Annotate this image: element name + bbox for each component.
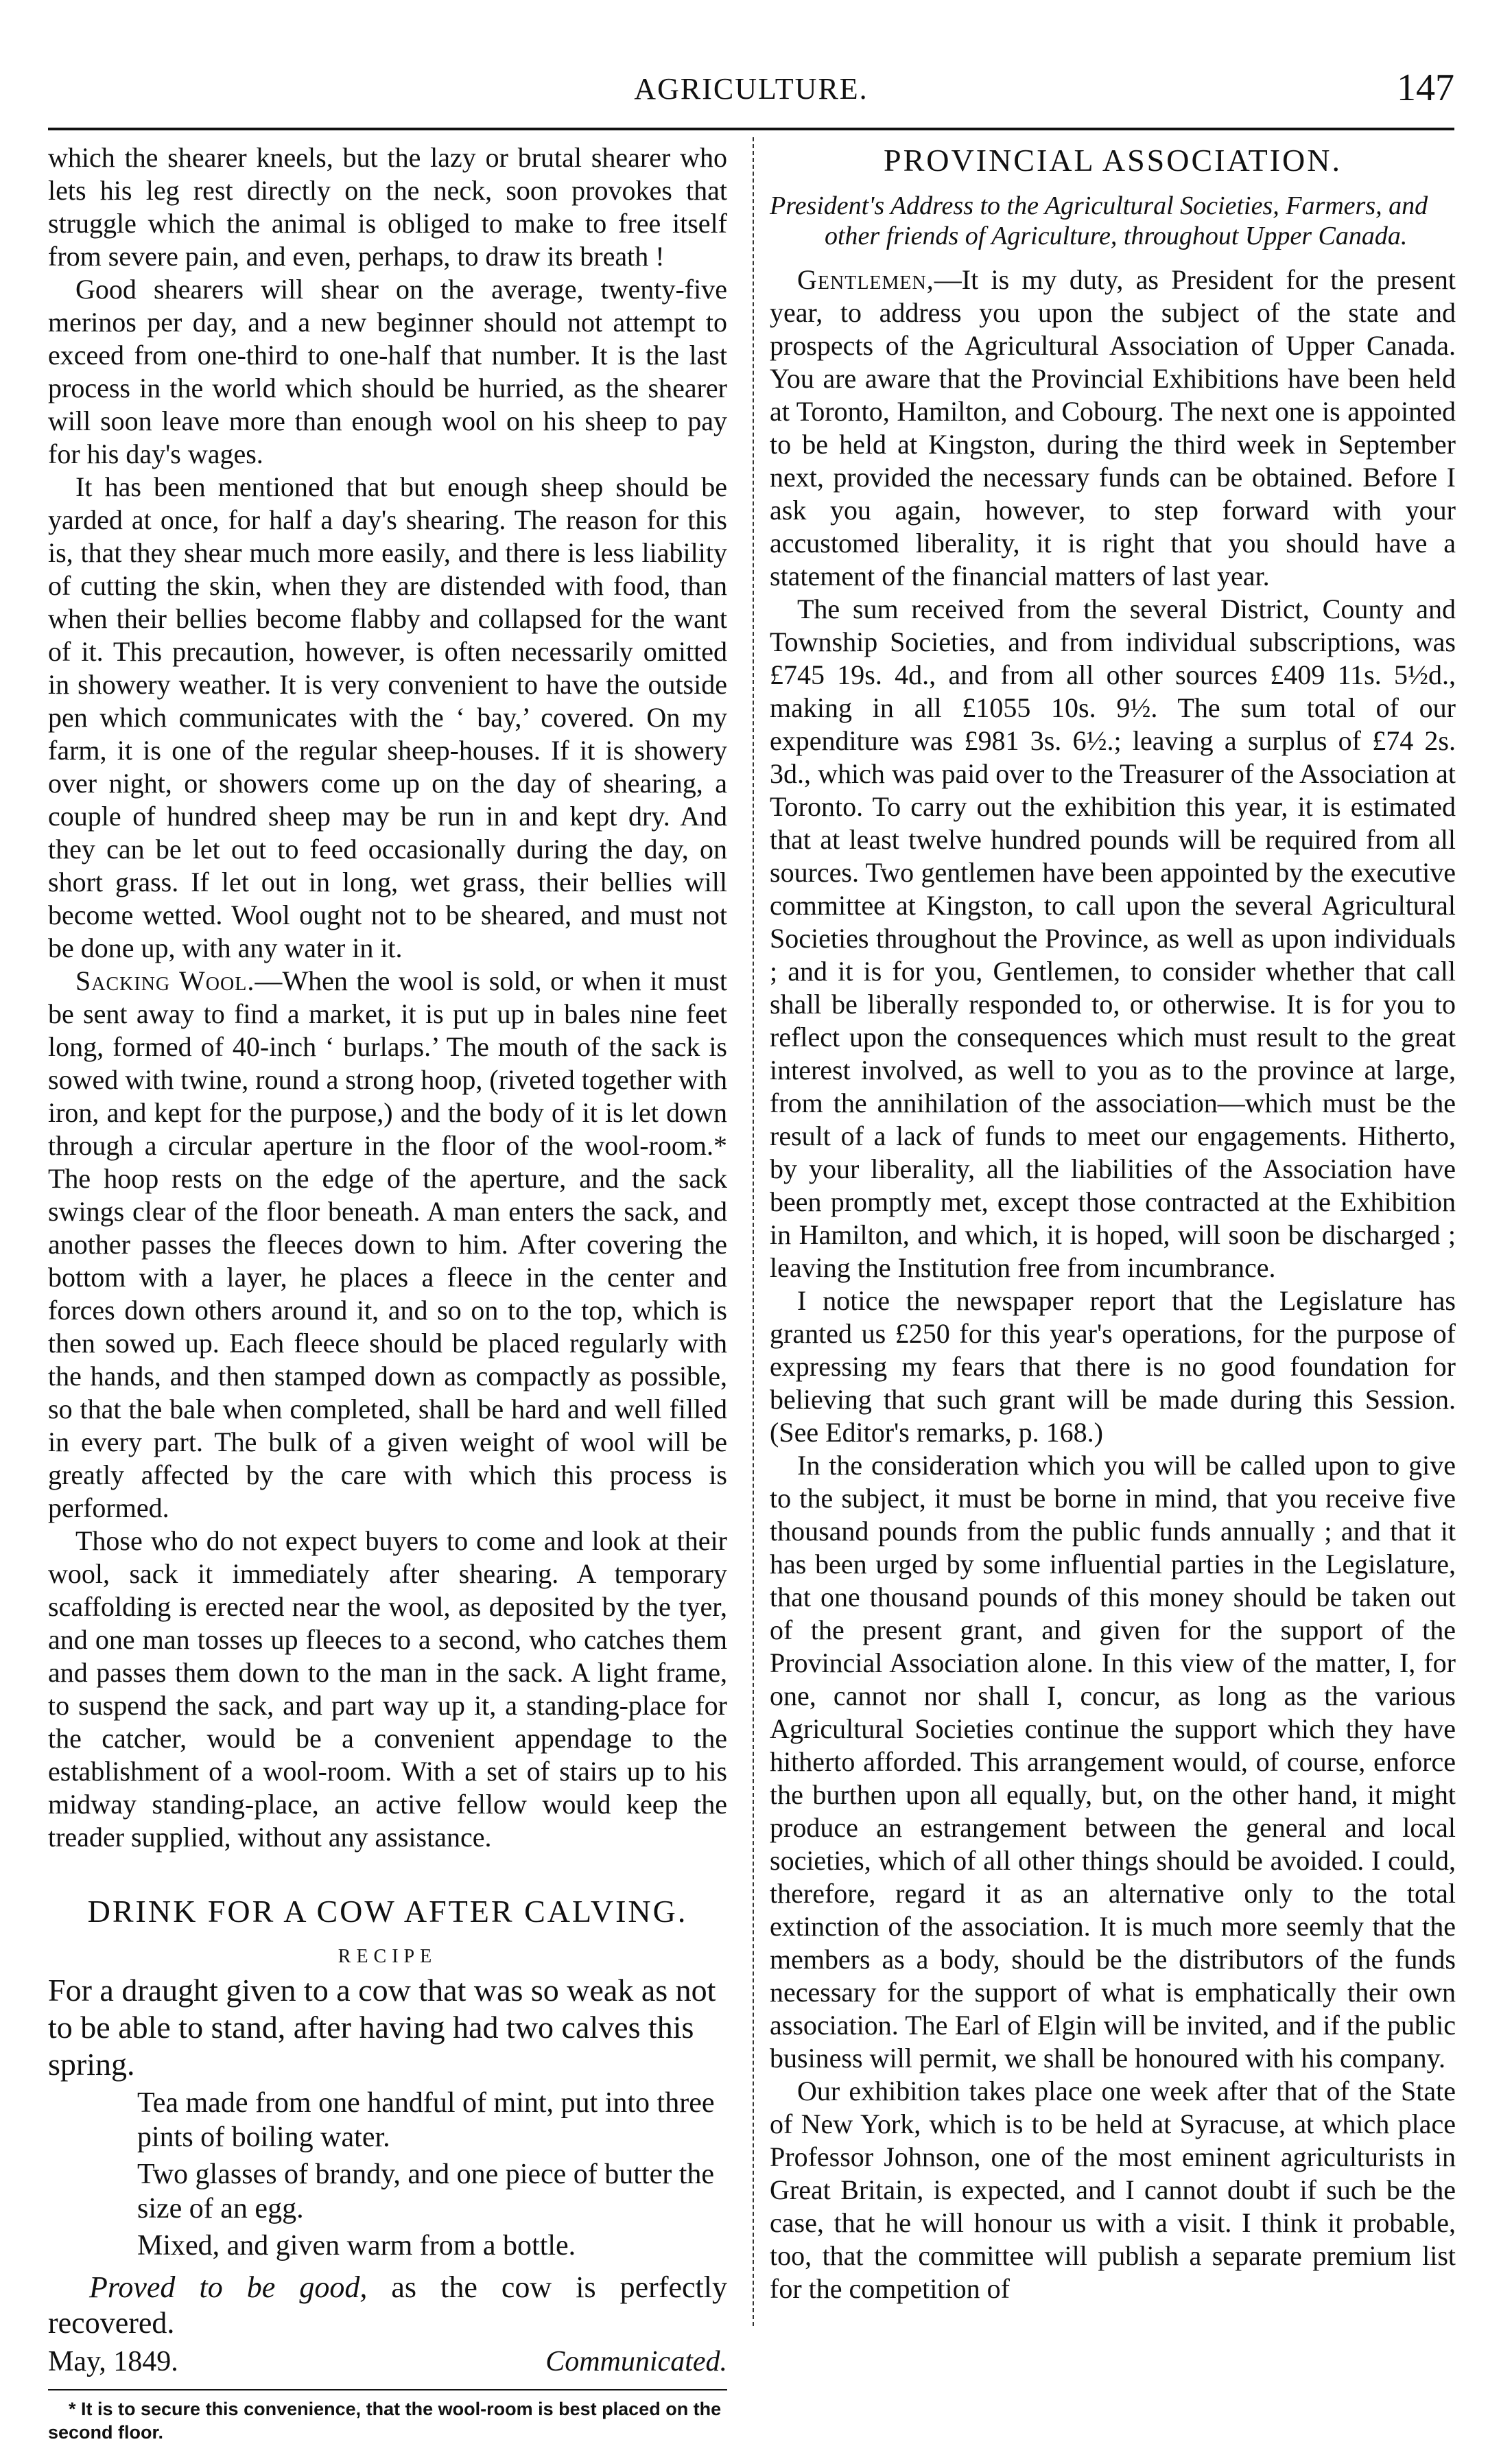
paragraph: Those who do not expect buyers to come and look at their wool, sack it immediately after shearing. A temporary scaffolding is erected near the wool, as deposited by the tyer, and one man tosses up fleeces to a second, who catches them and passes them down to the man in the sack. A light frame, to suspend the sack, and part way up it, a standing-place for the catcher, would be a convenient appendage to the establishment of a wool-room. With a set of stairs up to his midway standing-place, an active fellow would keep the treader supplied, without any assistance. [48, 1525, 727, 1853]
recipe-signoff [48, 2344, 727, 2380]
salutation: Gentlemen, [797, 264, 934, 295]
running-title: AGRICULTURE. [634, 72, 869, 106]
paragraph: Good shearers will shear on the average, twenty-five merinos per day, and a new beginner should not attempt to exceed from one-third to one-half that number. It is the last process in the world which should be hurried, as the shearer will soon leave more than enough wool on his sheep to pay for his day's wages. [48, 274, 727, 469]
left-column [48, 141, 727, 2444]
association-subtitle: President's Address to the Agricultural Societies, Farmers, and other friends of Agriculture, throughout Upper Canada. [770, 191, 1428, 250]
paragraph: It has been mentioned that but enough sheep should be yarded at once, for half a day's shearing. The reason for this is, that they shear much more easily, and there is less liability of cutting the skin, when they are distended with food, than when their bellies become flabby and collapsed for the want of it. This precaution, however, is often necessarily omitted in showery weather. It is very convenient to have the outside pen which communicates with the ‘ bay,’ covered. On my farm, it is one of the regular sheep-houses. If it is showery over night, or showers come up on the day of shearing, a couple of hundred sheep may be run in and kept dry. And they can be let out to feed occasionally during the day, on short grass. If let out in long, wet grass, their bellies will become wetted. Wool ought not to be sheared, and must not be done up, with any water in it. [48, 471, 727, 963]
recipe-label: RECIPE [338, 1946, 438, 1967]
recipe-date: May, 1849. [48, 2346, 178, 2377]
recipe-line: Mixed, and given warm from a bottle. [137, 2230, 576, 2261]
recipe-result [48, 2270, 727, 2341]
recipe-intro: For a draught given to a cow that was so weak as not to be able to stand, after having had two calves this spring. [48, 1973, 716, 2082]
right-column [770, 141, 1456, 2305]
recipe-result-text: as the cow is perfectly recovered. [48, 2270, 727, 2340]
sacking-wool-heading: Sacking Wool. [75, 965, 255, 996]
footnote-rule [48, 2389, 727, 2390]
paragraph: I notice the newspaper report that the Legislature has granted us £250 for this year's operations, for the purpose of expressing my fears that there is no good foundation for believing that such grant will be made during this Session. (See Editor's remarks, p. 168.) [770, 1285, 1456, 1448]
sacking-wool-text: —When the wool is sold, or when it must be sent away to find a market, it is put up in bales nine feet long, formed of 40-inch ‘ burlaps.’ The mouth of the sack is sowed with twine, round a strong hoop, (riveted together with iron, and kept for the purpose,) and the body of it is let down through a circular aperture in the floor of the wool-room.* The hoop rests on the edge of the aperture, and the sack swings clear of the floor beneath. A man enters the sack, and another passes the fleeces down to him. After covering the bottom with a layer, he places a fleece in the center and forces down others around it, and so on to the top, which is then sowed up. Each fleece should be placed regularly with the hands, and then stamped down as compactly as possible, so that the bale when completed, shall be hard and well filled in every part. The bulk of a given weight of wool will be greatly affected by the care with which this process is performed. [48, 965, 727, 1523]
recipe-line: Two glasses of brandy, and one piece of butter the size of an egg. [137, 2159, 715, 2224]
recipe-title: DRINK FOR A COW AFTER CALVING. [87, 1894, 688, 1929]
recipe-signature: Communicated. [545, 2346, 727, 2377]
page-number: 147 [1397, 67, 1454, 109]
paragraph: In the consideration which you will be called upon to give to the subject, it must be borne in mind, that you receive five thousand pounds from the public funds annually ; and that it has been urged by some influential parties in the Legislature, that one thousand pounds of this money should be taken out of the present grant, and given for the support of the Provincial Association alone. In this view of the matter, I, for one, cannot nor shall I, concur, as long as the various Agricultural Societies continue the support which they have hitherto afforded. This arrangement would, of course, enforce the burthen upon all equally, but, on the other hand, it might produce an estrangement between the general and local societies, which of all other things should be avoided. I could, therefore, regard it as an alternative only to the total extinction of the association. It is much more seemly that the members as a body, should be the distributors of the funds necessary for the support of what is emphatically their own association. The Earl of Elgin will be invited, and if the public business will permit, we shall be honoured with his company. [770, 1450, 1456, 2073]
recipe-line: Tea made from one handful of mint, put into three pints of boiling water. [137, 2087, 715, 2153]
footnote: * It is to secure this convenience, that the wool-room is best placed on the second floor. [48, 2399, 722, 2443]
recipe-result-italic: Proved to be good, [89, 2270, 368, 2304]
paragraph: Our exhibition takes place one week after that of the State of New York, which is to be held at Syracuse, at which place Professor Johnson, one of the most eminent agriculturists in Great Britain, is expected, and I cannot doubt if such be the case, that he will honour us with a visit. I think it probable, too, that the committee will publish a separate premium list for the competition of [770, 2076, 1456, 2304]
column-divider [753, 137, 754, 2326]
association-title: PROVINCIAL ASSOCIATION. [884, 143, 1342, 178]
paragraph: The sum received from the several District, County and Township Societies, and from individual subscriptions, was £745 19s. 4d., and from all other sources £409 11s. 5½d., making in all £1055 10s. 9½. The sum total of our expenditure was £981 3s. 6½.; leaving a surplus of £74 2s. 3d., which was paid over to the Treasurer of the Association at Toronto. To carry out the exhibition this year, it is estimated that at least twelve hundred pounds will be required from all sources. Two gentlemen have been appointed by the executive committee at Kingston, to call upon the several Agricultural Societies throughout the Province, as well as upon individuals ; and it is for you, Gentlemen, to consider whether that call shall be liberally responded to, or otherwise. It is for you to reflect upon the consequences which must result to the great interest involved, as well to you as to the province at large, from the annihilation of the association—which must be the result of a lack of funds to meet our engagements. Hitherto, by your liberality, all the liabilities of the Association have been promptly met, except those contracted at the Exhibition in Hamilton, and which, it is hoped, will soon be discharged ; leaving the Institution free from incumbrance. [770, 594, 1456, 1283]
opening-text: —It is my duty, as President for the present year, to address you upon the subject of the state and prospects of the Agricultural Association of Upper Canada. You are aware that the Provincial Exhibitions have been held at Toronto, Hamilton, and Cobourg. The next one is appointed to be held at Kingston, during the third week in September next, provided the necessary funds can be obtained. Before I ask you again, however, to step forward with your accustomed liberality, it is right that you should have a statement of the financial matters of last year. [770, 264, 1456, 591]
header-rule [48, 128, 1454, 130]
sacking-wool-paragraph [48, 965, 727, 1525]
opening-paragraph [770, 263, 1456, 593]
running-head [48, 66, 1454, 121]
paragraph: which the shearer kneels, but the lazy or brutal shearer who lets his leg rest directly on the neck, soon provokes that struggle which the animal is obliged to make to free itself from severe pain, and even, perhaps, to draw its breath ! [48, 142, 727, 272]
